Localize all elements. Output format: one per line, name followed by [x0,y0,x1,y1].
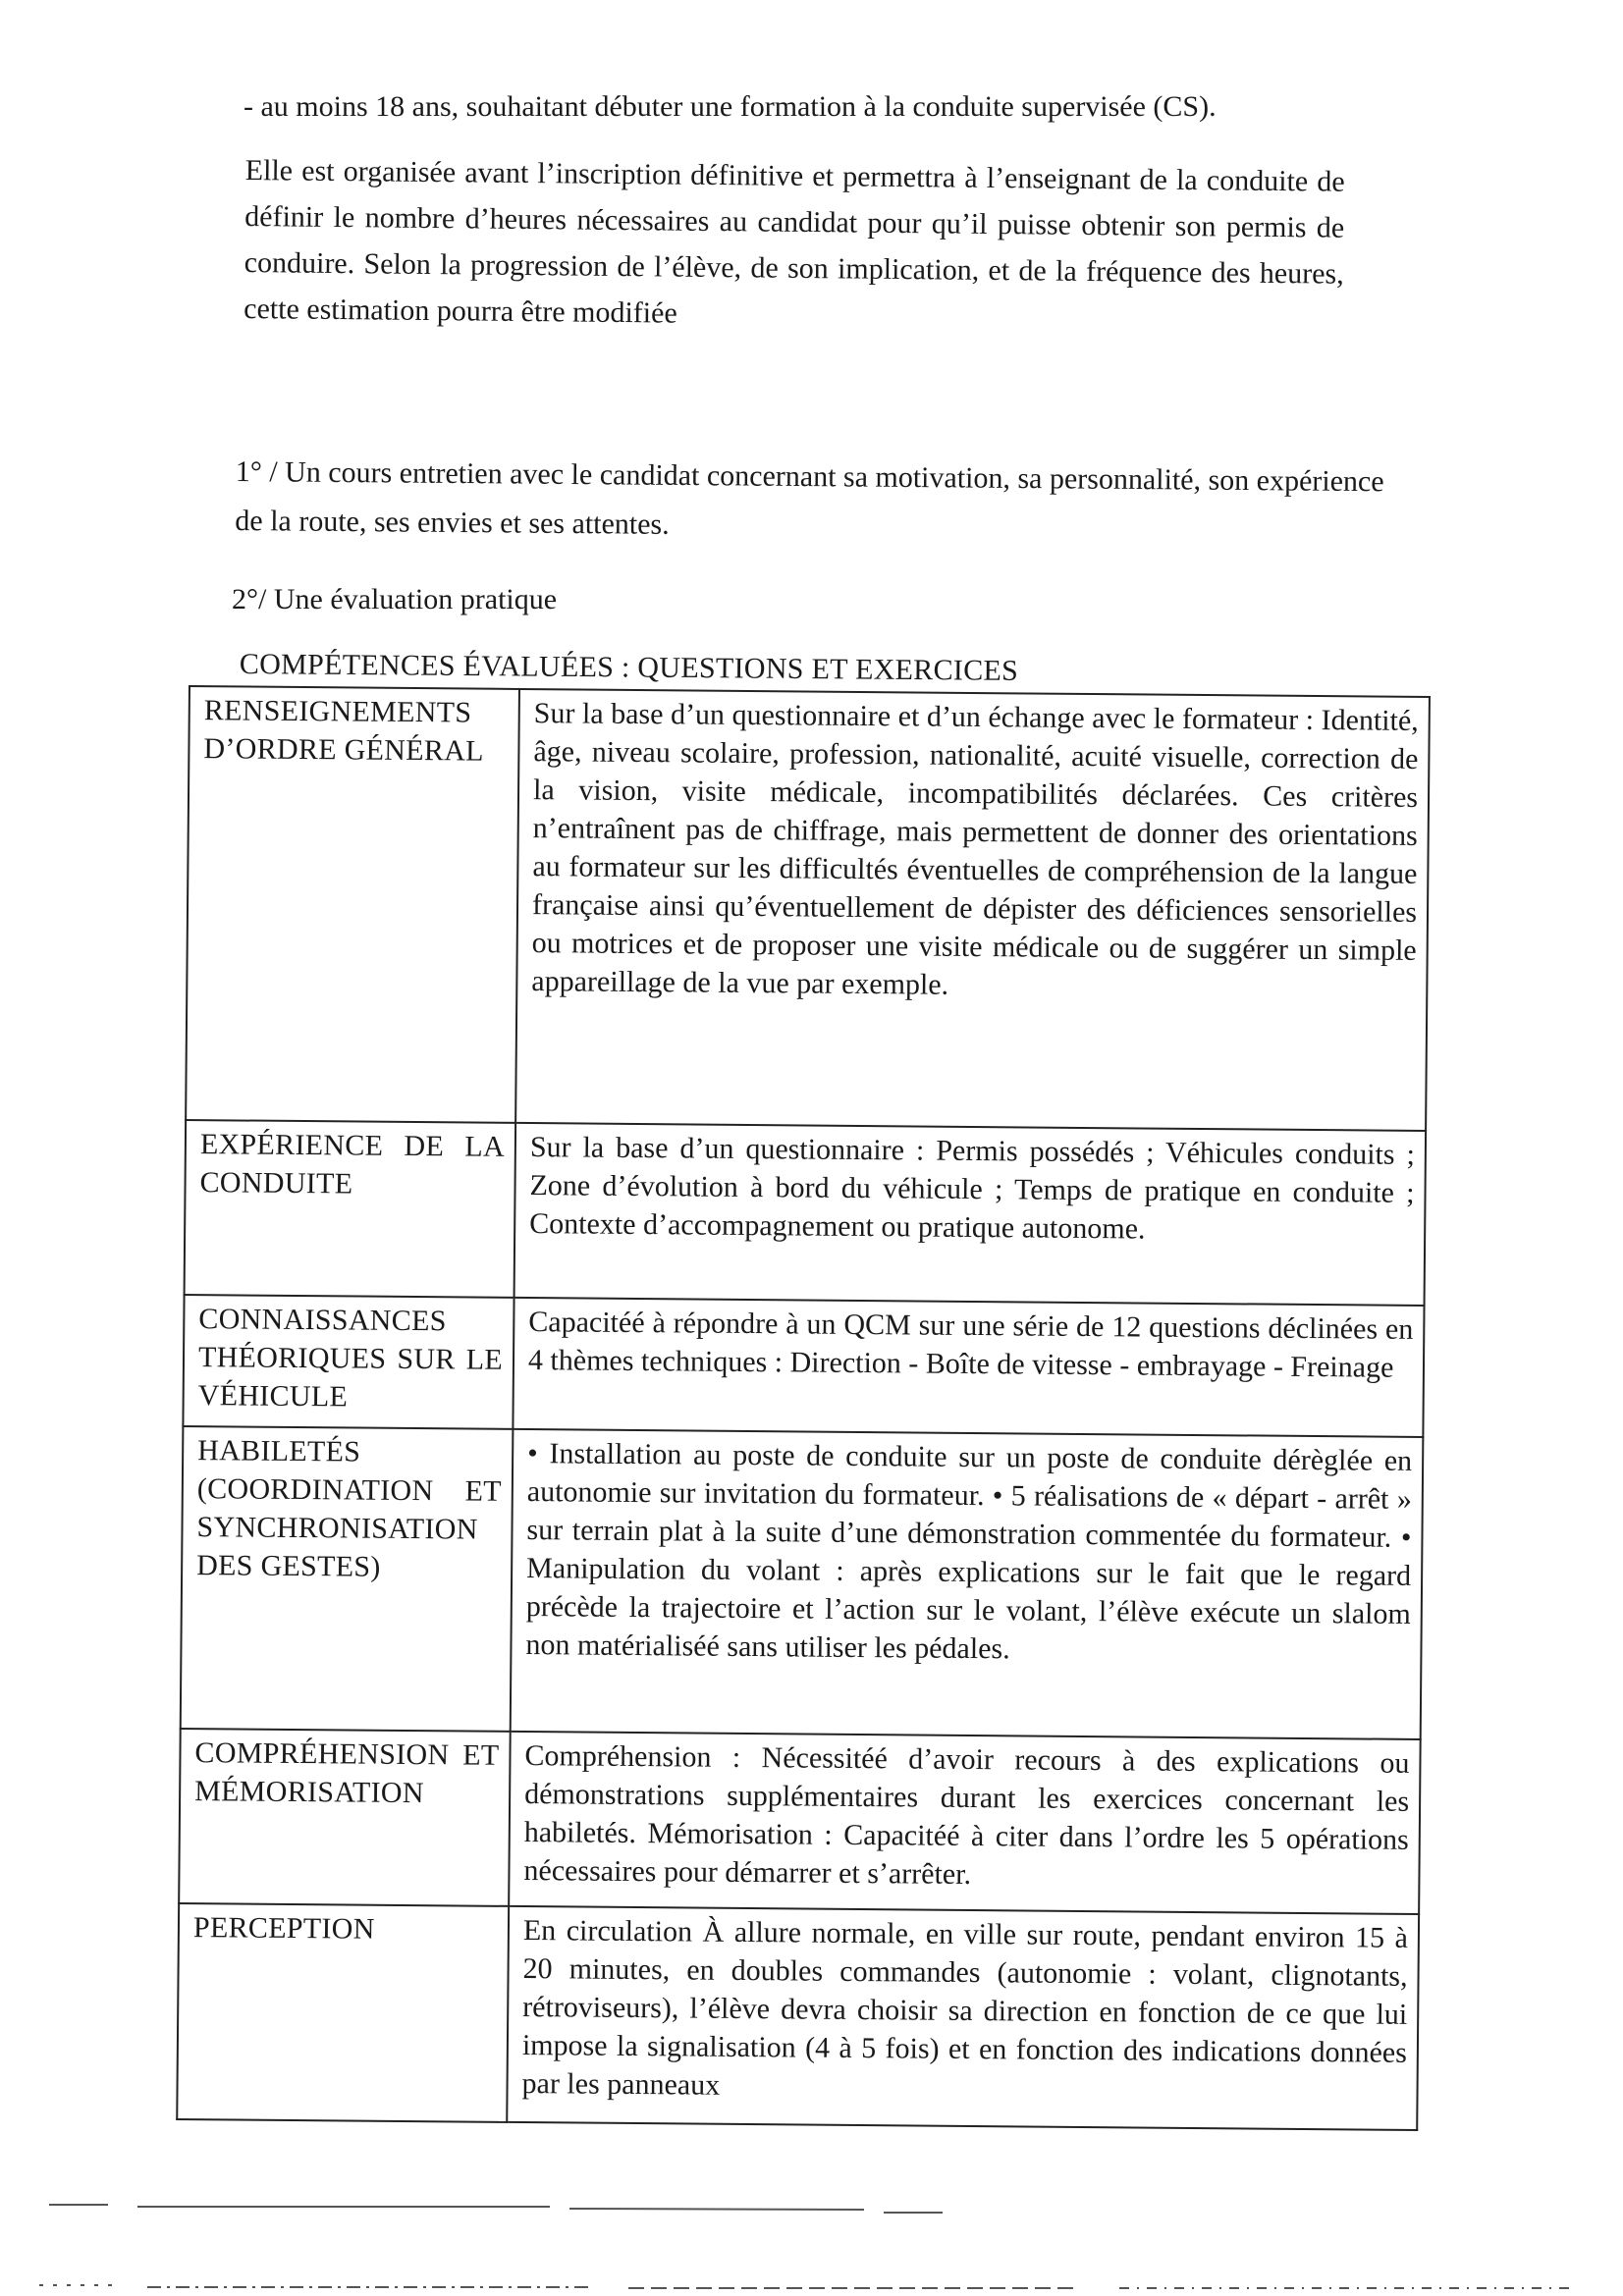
criterion-cell: PERCEPTION [177,1903,509,2122]
section-title: COMPÉTENCES ÉVALUÉES : QUESTIONS ET EXERCICES [239,648,1019,687]
step-two-paragraph: 2°/ Une évaluation pratique [232,583,558,615]
description-cell: • Installation au poste de conduite sur un poste de conduite dérèglée en autonomie sur invitation du formateur. • 5 réalisations de « départ - arrêt » sur terrain plat à la suite d’une démonstration commentée du formateur. • Manipulation du volant : après explications sur le fait que le regard précède la trajectoire et l’action sur le volant, l’élève exécute un slalom non matérialiséé sans utiliser les pédales. [511,1429,1424,1739]
criterion-cell: HABILETÉS (COORDINATION ET SYNCHRONISATION DES GESTES) [181,1426,514,1732]
step-one-paragraph: 1° / Un cours entretien avec le candidat concernant sa motivation, sa personnalité, son expérience de la route, ses envies et ses attentes. [235,454,1384,541]
table-row [181,1426,1424,1739]
evaluation-table [176,685,1431,2131]
description-cell: Sur la base d’un questionnaire et d’un échange avec le formateur : Identité, âge, niveau scolaire, profession, nationalité, acuité visuelle, correction de la vision, visite médicale, incompatibilités déclarées. Ces critères n’entraînent pas de chiffrage, mais permettent de donner des orientations au formateur sur les difficultés éventuelles de compréhension de la langue française ainsi qu’éventuellement de dépister des déficiences sensorielles ou motrices et de proposer une visite médicale ou de suggérer un simple appareillage de la vue par exemple. [515,689,1430,1131]
table-row [179,1729,1421,1914]
table-row [185,1120,1427,1306]
description-cell: Compréhension : Nécessitéé d’avoir recours à des explications ou démonstrations supplémentaires durant les exercices concernant les habiletés. Mémorisation : Capacitéé à citer dans l’ordre les 5 opérations nécessaires pour démarrer et s’arrêter. [509,1732,1421,1914]
table-row [183,1295,1424,1437]
scan-artifact-lines [0,2189,1623,2296]
table-row [186,686,1430,1131]
criterion-cell: RENSEIGNEMENTS D’ORDRE GÉNÉRAL [186,686,519,1123]
criterion-cell: COMPRÉHENSION ET MÉMORISATION [179,1729,511,1906]
intro-first-line: - au moins 18 ans, souhaitant débuter une formation à la conduite supervisée (CS). [243,90,1217,123]
description-cell: En circulation À allure normale, en ville sur route, pendant environ 15 à 20 minutes, en doubles commandes (autonomie : volant, clignotants, rétroviseurs), l’élève devra choisir sa direction en fonction de ce que lui impose la signalisation (4 à 5 fois) et en fonction des indications données par les panneaux [507,1906,1419,2130]
description-cell: Capacitéé à répondre à un QCM sur une série de 12 questions déclinées en 4 thèmes techniques : Direction - Boîte de vitesse - embrayage - Freinage [513,1298,1424,1437]
intro-paragraph: Elle est organisée avant l’inscription définitive et permettra à l’enseignant de la conduite de définir le nombre d’heures nécessaires au candidat pour qu’il puisse obtenir son permis de conduire. Selon la progression de l’élève, de son implication, et de la fréquence des heures, cette estimation pourra être modifiée [243,153,1345,330]
criterion-cell: EXPÉRIENCE DE LA CONDUITE [185,1120,516,1298]
table-row [177,1903,1419,2130]
description-cell: Sur la base d’un questionnaire : Permis possédés ; Véhicules conduits ; Zone d’évolution à bord du véhicule ; Temps de pratique en conduite ; Contexte d’accompagnement ou pratique autonome. [514,1123,1427,1306]
criterion-cell: CONNAISSANCES THÉORIQUES SUR LE VÉHICULE [183,1295,514,1429]
